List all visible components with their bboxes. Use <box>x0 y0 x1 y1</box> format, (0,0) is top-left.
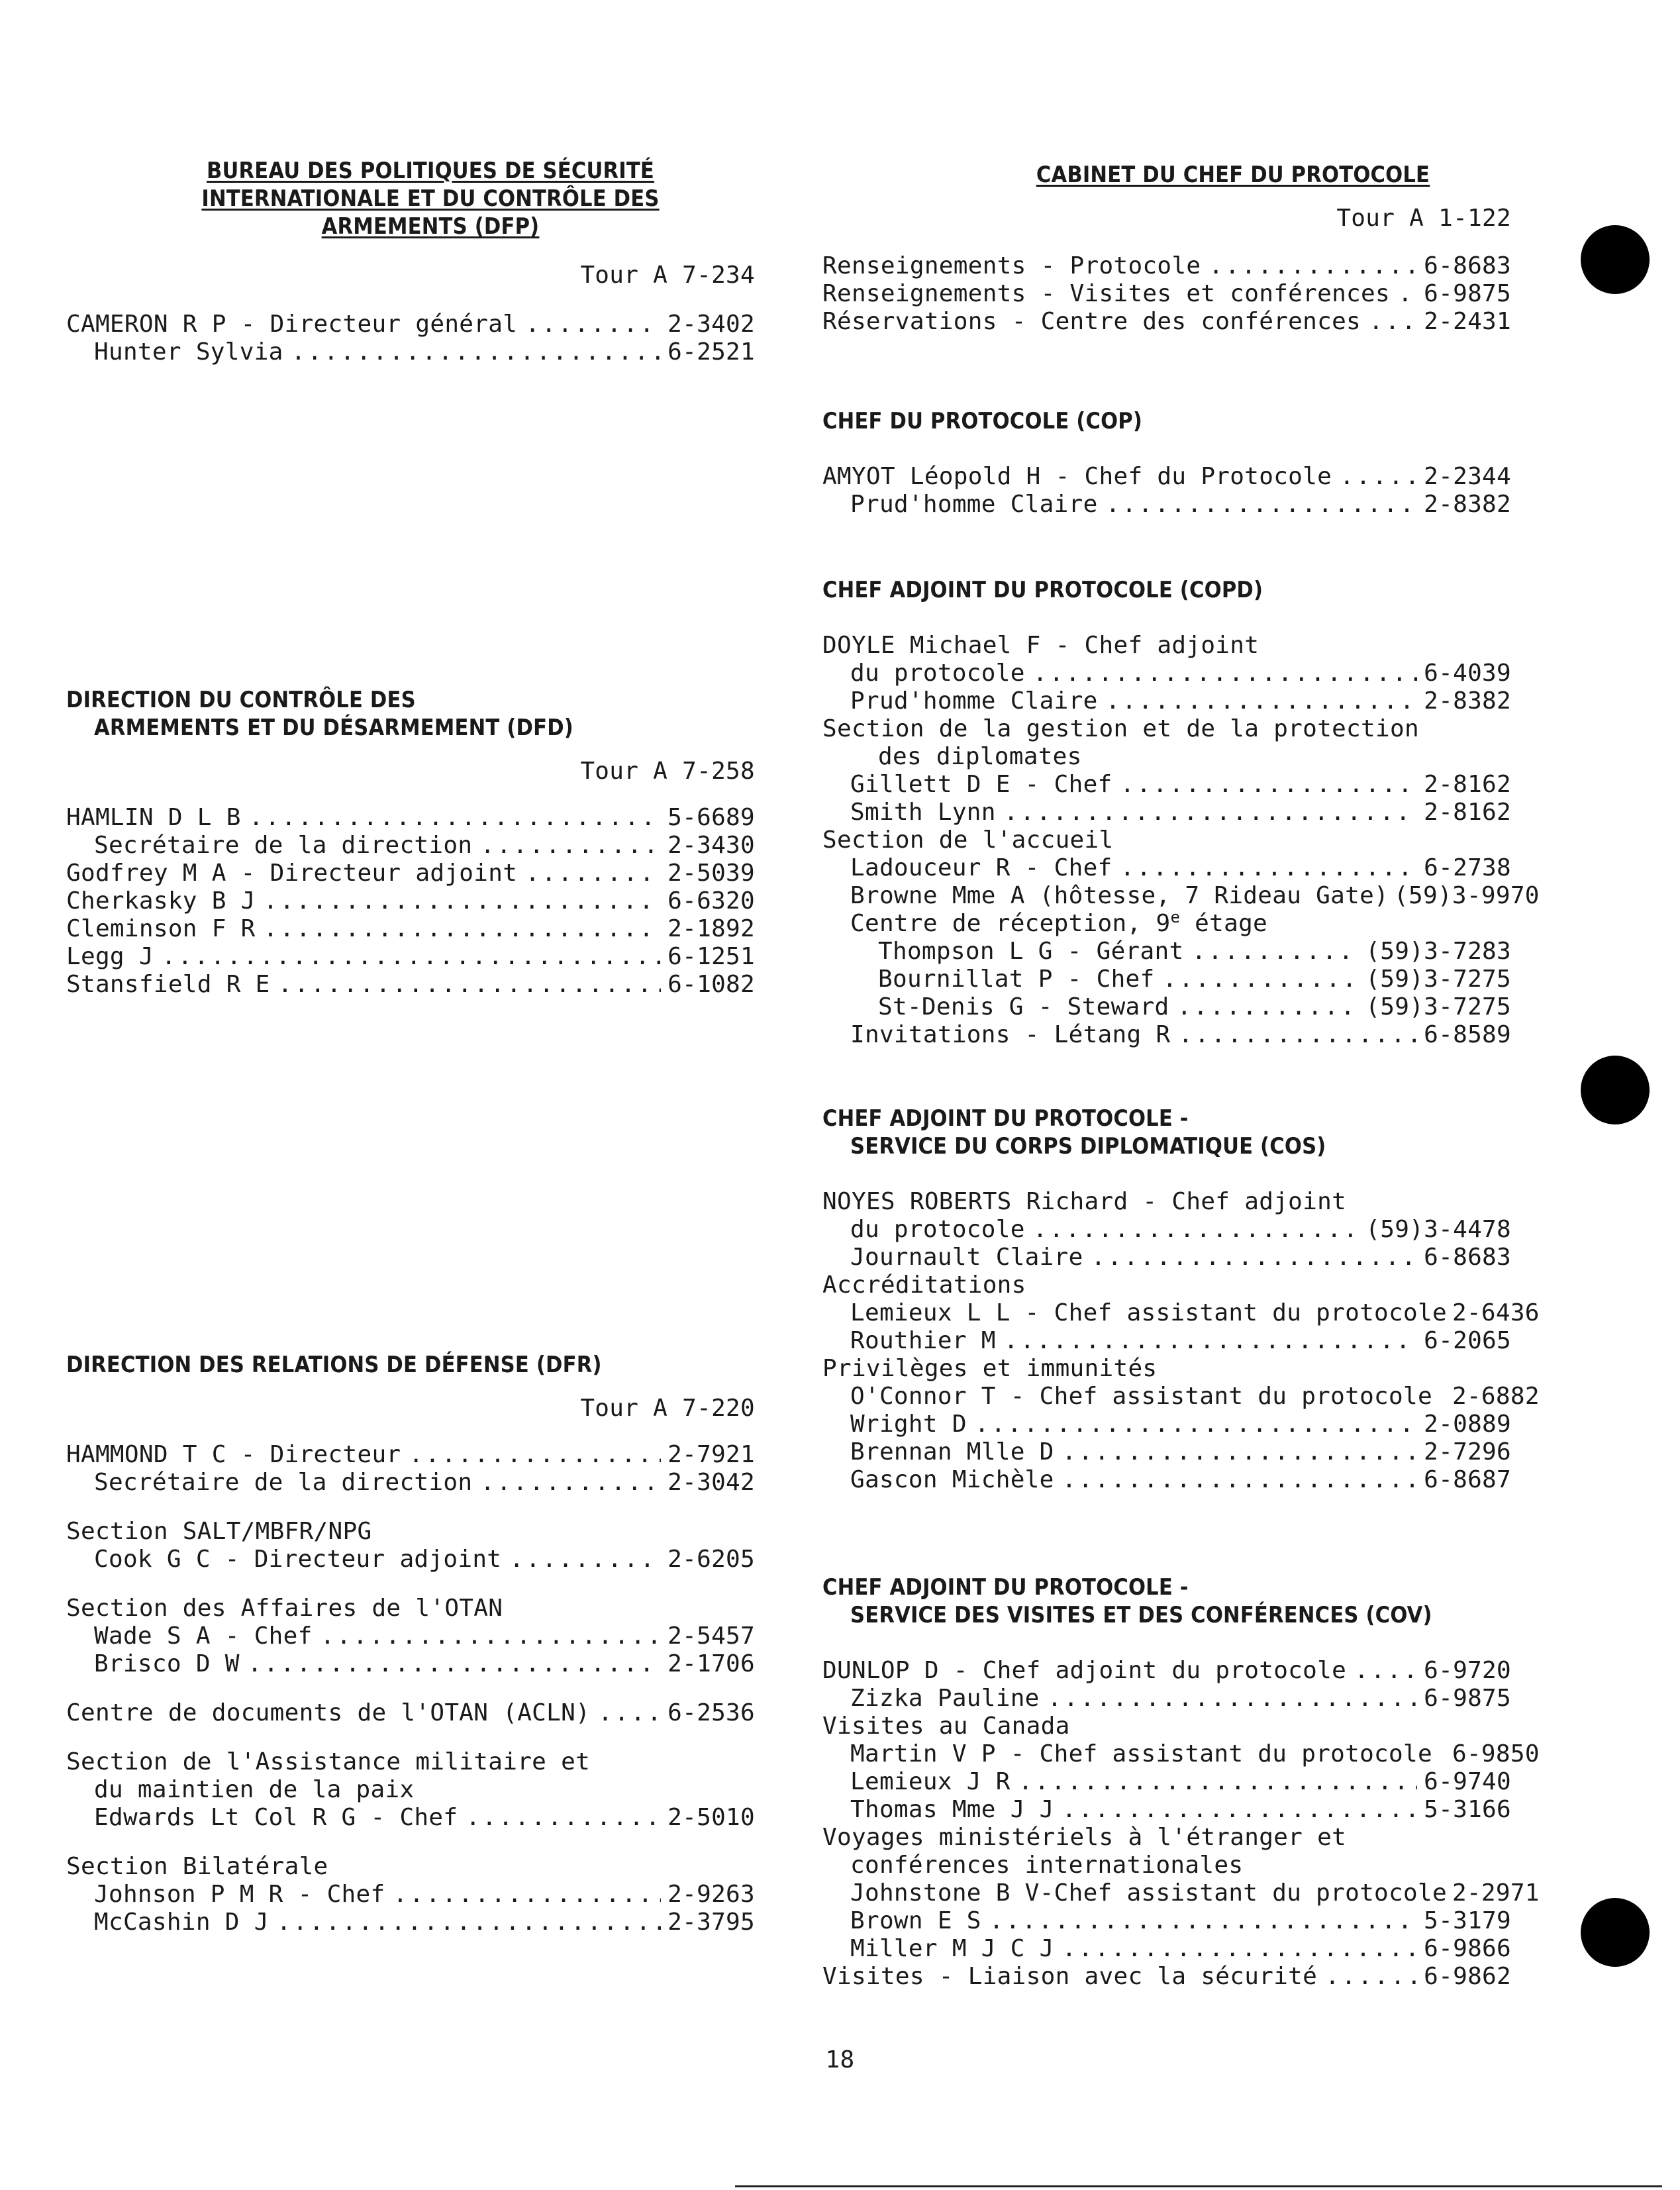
directory-entry <box>822 1299 1540 1327</box>
entry-name: Miller M J C J <box>850 1935 1054 1962</box>
entry-phone: 2-5457 <box>667 1622 755 1650</box>
location: Tour A 7-234 <box>580 262 755 289</box>
directory-entry <box>66 971 755 999</box>
entry-phone: 2-7296 <box>1424 1438 1511 1466</box>
heading-text: étage <box>1180 910 1268 937</box>
directory-entry <box>822 1383 1540 1411</box>
entry-phone: 2-8162 <box>1424 799 1511 826</box>
directory-entry <box>66 887 755 915</box>
directory-entry <box>822 1438 1511 1466</box>
entry-phone: 6-9875 <box>1424 280 1511 307</box>
subsection-heading <box>822 910 1511 938</box>
directory-entry <box>822 1327 1511 1355</box>
entry-phone: 2-3402 <box>667 311 755 338</box>
entry-name: du protocole <box>850 1216 1025 1243</box>
entry-phone: 6-9866 <box>1424 1935 1511 1962</box>
section-title: CHEF ADJOINT DU PROTOCOLE - <box>822 1105 1189 1132</box>
section-cabinet <box>822 161 1511 336</box>
entry-phone: 5-3166 <box>1424 1796 1511 1823</box>
directory-entry <box>66 804 755 832</box>
section-title <box>66 213 755 240</box>
directory-entry <box>822 463 1511 491</box>
section-title: SERVICE DU CORPS DIPLOMATIQUE (COS) <box>850 1133 1326 1160</box>
entry-name: Wright D <box>850 1411 967 1438</box>
entry-phone: 6-8683 <box>1424 252 1511 279</box>
section-cov <box>822 1573 1540 1991</box>
entry-phone: (59)3-7275 <box>1365 993 1511 1020</box>
entry-phone: 6-1082 <box>667 971 755 998</box>
directory-entry <box>66 1699 755 1727</box>
entry-name: Gillett D E - Chef <box>850 771 1112 798</box>
directory-entry <box>66 1469 755 1497</box>
entry-phone: 6-4039 <box>1424 660 1511 687</box>
entry-phone: 6-2521 <box>667 338 755 366</box>
directory-entry <box>822 799 1511 826</box>
subsection-heading: du maintien de la paix <box>94 1776 415 1803</box>
entry-name: Brisco D W <box>94 1650 240 1677</box>
entry-name: Prud'homme Claire <box>850 491 1098 518</box>
entry-phone: 2-6436 <box>1452 1299 1540 1326</box>
entry-name: Edwards Lt Col R G - Chef <box>94 1804 458 1831</box>
directory-entry <box>822 771 1511 799</box>
bottom-rule <box>735 2185 1662 2187</box>
entry-name: Thomas Mme J J <box>850 1796 1054 1823</box>
entry-name: Hunter Sylvia <box>94 338 283 366</box>
directory-entry <box>66 915 755 943</box>
directory-entry <box>66 1881 755 1909</box>
directory-entry <box>66 338 755 366</box>
section-dfd <box>66 686 755 999</box>
subsection-heading: Section de l'Assistance militaire et <box>66 1748 591 1775</box>
directory-entry <box>822 1657 1511 1685</box>
location: Tour A 7-258 <box>580 758 755 785</box>
subsection-heading: conférences internationales <box>850 1852 1244 1879</box>
entry-phone: 6-9720 <box>1424 1657 1511 1684</box>
entry-phone: 2-2344 <box>1424 463 1511 490</box>
entry-name: Zizka Pauline <box>850 1685 1040 1712</box>
directory-entry <box>822 854 1511 882</box>
entry-phone: 6-9862 <box>1424 1963 1511 1990</box>
entry-name: DOYLE Michael F - Chef adjoint <box>822 632 1260 659</box>
entry-phone: 2-1706 <box>667 1650 755 1677</box>
entry-name: Secrétaire de la direction <box>94 832 473 859</box>
directory-entry <box>822 993 1511 1021</box>
entry-phone: (59)3-7275 <box>1365 966 1511 993</box>
section-cos <box>822 1105 1540 1494</box>
entry-phone: 2-6882 <box>1452 1383 1540 1410</box>
entry-phone: 6-8687 <box>1424 1466 1511 1493</box>
entry-name: Lemieux J R <box>850 1768 1011 1795</box>
section-title: CHEF DU PROTOCOLE (COP) <box>822 408 1143 434</box>
entry-phone: 2-8382 <box>1424 687 1511 715</box>
entry-phone: 2-6205 <box>667 1546 755 1573</box>
section-title: CHEF ADJOINT DU PROTOCOLE (COPD) <box>822 577 1263 603</box>
directory-entry <box>822 308 1511 336</box>
entry-name: Brennan Mlle D <box>850 1438 1054 1466</box>
entry-phone: 2-9263 <box>667 1881 755 1908</box>
location: Tour A 7-220 <box>580 1395 755 1422</box>
directory-entry <box>822 1740 1540 1768</box>
entry-name: DUNLOP D - Chef adjoint du protocole <box>822 1657 1347 1684</box>
directory-entry <box>822 491 1511 519</box>
section-title-line: INTERNATIONALE ET DU CONTRÔLE DES <box>201 185 660 212</box>
section-title <box>66 157 755 185</box>
entry-phone: 6-8683 <box>1424 1244 1511 1271</box>
directory-entry <box>822 966 1511 993</box>
entry-name: Browne Mme A (hôtesse, 7 Rideau Gate) <box>850 882 1389 909</box>
subsection-heading: Accréditations <box>822 1271 1026 1299</box>
punch-hole-bottom <box>1581 1898 1650 1967</box>
section-title-line: BUREAU DES POLITIQUES DE SÉCURITÉ <box>206 158 655 184</box>
entry-name: Thompson L G - Gérant <box>878 938 1184 965</box>
directory-entry <box>66 1546 755 1573</box>
entry-phone: 2-0889 <box>1424 1411 1511 1438</box>
section-title: SERVICE DES VISITES ET DES CONFÉRENCES (COV) <box>850 1602 1432 1628</box>
punch-hole-top <box>1581 225 1650 294</box>
subsection-heading: Section des Affaires de l'OTAN <box>66 1595 503 1622</box>
directory-entry <box>822 1411 1511 1438</box>
section-title <box>66 185 755 213</box>
directory-entry <box>822 1768 1511 1796</box>
entry-name: Legg J <box>66 943 154 970</box>
entry-name: du protocole <box>850 660 1025 687</box>
entry-phone: (59)3-7283 <box>1365 938 1511 965</box>
section-title-line: ARMEMENTS (DFP) <box>321 213 540 240</box>
directory-entry <box>66 1804 755 1832</box>
entry-phone: 6-8589 <box>1424 1021 1511 1048</box>
entry-name: O'Connor T - Chef assistant du protocole <box>850 1383 1432 1410</box>
heading-superscript: e <box>1170 908 1181 926</box>
directory-entry <box>66 1622 755 1650</box>
directory-entry <box>822 1796 1511 1824</box>
entry-name: Johnstone B V-Chef assistant du protocole <box>850 1879 1447 1907</box>
entry-name: Journault Claire <box>850 1244 1083 1271</box>
entry-phone: 2-3430 <box>667 832 755 859</box>
subsection-heading: Section de la gestion et de la protection <box>822 715 1419 742</box>
directory-entry <box>822 660 1511 687</box>
subsection-heading: Voyages ministériels à l'étranger et <box>822 1824 1347 1851</box>
section-dfp <box>66 157 755 366</box>
entry-name: Renseignements - Protocole <box>822 252 1201 279</box>
section-dfr <box>66 1351 755 1936</box>
entry-name: Cook G C - Directeur adjoint <box>94 1546 502 1573</box>
entry-phone: 2-3042 <box>667 1469 755 1496</box>
entry-phone: 2-2431 <box>1424 308 1511 335</box>
section-title-line: CABINET DU CHEF DU PROTOCOLE <box>1036 162 1430 188</box>
entry-name: Godfrey M A - Directeur adjoint <box>66 860 518 887</box>
entry-phone: 6-9850 <box>1452 1740 1540 1767</box>
entry-name: Gascon Michèle <box>850 1466 1054 1493</box>
entry-name: Bournillat P - Chef <box>878 966 1155 993</box>
directory-entry <box>66 311 755 338</box>
entry-name: Stansfield R E <box>66 971 270 998</box>
directory-entry <box>822 882 1540 910</box>
entry-name: HAMMOND T C - Directeur <box>66 1441 401 1468</box>
entry-phone: 5-3179 <box>1424 1907 1511 1934</box>
entry-name: AMYOT Léopold H - Chef du Protocole <box>822 463 1332 490</box>
directory-entry <box>66 1650 755 1678</box>
entry-name: McCashin D J <box>94 1909 269 1936</box>
entry-name: Cherkasky B J <box>66 887 256 915</box>
entry-name: Ladouceur R - Chef <box>850 854 1112 881</box>
entry-phone: 2-2971 <box>1452 1879 1540 1907</box>
directory-entry <box>66 860 755 887</box>
subsection-heading: Section Bilatérale <box>66 1853 328 1880</box>
directory-entry <box>822 687 1511 715</box>
directory-entry <box>66 1441 755 1469</box>
section-copd <box>822 576 1540 1049</box>
subsection-heading: Section de l'accueil <box>822 826 1114 854</box>
entry-name: HAMLIN D L B <box>66 804 241 831</box>
entry-name: Secrétaire de la direction <box>94 1469 473 1496</box>
directory-entry <box>822 1879 1540 1907</box>
entry-name: Brown E S <box>850 1907 981 1934</box>
subsection-heading: des diplomates <box>878 743 1082 770</box>
directory-entry <box>822 1935 1511 1963</box>
subsection-heading: Visites au Canada <box>822 1713 1070 1740</box>
entry-phone: 6-2738 <box>1424 854 1511 881</box>
entry-phone: (59)3-4478 <box>1365 1216 1511 1243</box>
punch-hole-middle <box>1581 1056 1650 1124</box>
entry-phone: 2-5039 <box>667 860 755 887</box>
entry-name: CAMERON R P - Directeur général <box>66 311 518 338</box>
entry-phone: 6-9875 <box>1424 1685 1511 1712</box>
directory-entry <box>822 252 1511 280</box>
section-title: ARMEMENTS ET DU DÉSARMEMENT (DFD) <box>94 715 573 741</box>
heading-text: Centre de réception, 9 <box>850 910 1171 937</box>
entry-phone: 2-1892 <box>667 915 755 942</box>
directory-entry <box>822 1907 1511 1935</box>
entry-name: Routhier M <box>850 1327 996 1354</box>
entry-phone: 6-2065 <box>1424 1327 1511 1354</box>
section-title: DIRECTION DES RELATIONS DE DÉFENSE (DFR) <box>66 1352 602 1378</box>
directory-entry <box>66 832 755 860</box>
directory-entry <box>822 1685 1511 1713</box>
section-title: DIRECTION DU CONTRÔLE DES <box>66 687 416 713</box>
entry-phone: 2-8382 <box>1424 491 1511 518</box>
entry-name: Renseignements - Visites et conférences <box>822 280 1390 307</box>
subsection-heading: Section SALT/MBFR/NPG <box>66 1518 372 1545</box>
entry-phone: 2-5010 <box>667 1804 755 1831</box>
entry-name: Centre de documents de l'OTAN (ACLN) <box>66 1699 591 1726</box>
entry-name: Johnson P M R - Chef <box>94 1881 385 1908</box>
entry-name: NOYES ROBERTS Richard - Chef adjoint <box>822 1188 1347 1215</box>
entry-name: Visites - Liaison avec la sécurité <box>822 1963 1318 1990</box>
directory-entry <box>822 1021 1511 1049</box>
page-number: 18 <box>825 2046 855 2073</box>
subsection-heading: Privilèges et immunités <box>822 1355 1158 1382</box>
location: Tour A 1-122 <box>1336 205 1511 232</box>
entry-phone: 6-9740 <box>1424 1768 1511 1795</box>
entry-name: St-Denis G - Steward <box>878 993 1169 1020</box>
section-title: CHEF ADJOINT DU PROTOCOLE - <box>822 1574 1189 1601</box>
entry-phone: 6-6320 <box>667 887 755 915</box>
directory-entry <box>822 1216 1511 1244</box>
directory-entry <box>822 1244 1511 1271</box>
entry-phone: 2-8162 <box>1424 771 1511 798</box>
entry-name: Prud'homme Claire <box>850 687 1098 715</box>
entry-name: Smith Lynn <box>850 799 996 826</box>
entry-phone: (59)3-9970 <box>1394 882 1540 909</box>
entry-name: Lemieux L L - Chef assistant du protocole <box>850 1299 1447 1326</box>
directory-entry <box>66 1909 755 1936</box>
directory-entry <box>822 1963 1511 1991</box>
entry-name: Wade S A - Chef <box>94 1622 313 1650</box>
section-cop <box>822 407 1511 519</box>
entry-phone: 6-1251 <box>667 943 755 970</box>
entry-name: Réservations - Centre des conférences <box>822 308 1361 335</box>
entry-phone: 6-2536 <box>667 1699 755 1726</box>
directory-entry <box>822 1466 1511 1494</box>
directory-entry <box>822 280 1511 308</box>
section-title <box>822 161 1511 189</box>
directory-entry <box>66 943 755 971</box>
entry-phone: 5-6689 <box>667 804 755 831</box>
entry-phone: 2-7921 <box>667 1441 755 1468</box>
entry-name: Martin V P - Chef assistant du protocole <box>850 1740 1432 1767</box>
directory-entry <box>822 938 1511 966</box>
entry-phone: 2-3795 <box>667 1909 755 1936</box>
entry-name: Cleminson F R <box>66 915 256 942</box>
entry-name: Invitations - Létang R <box>850 1021 1171 1048</box>
